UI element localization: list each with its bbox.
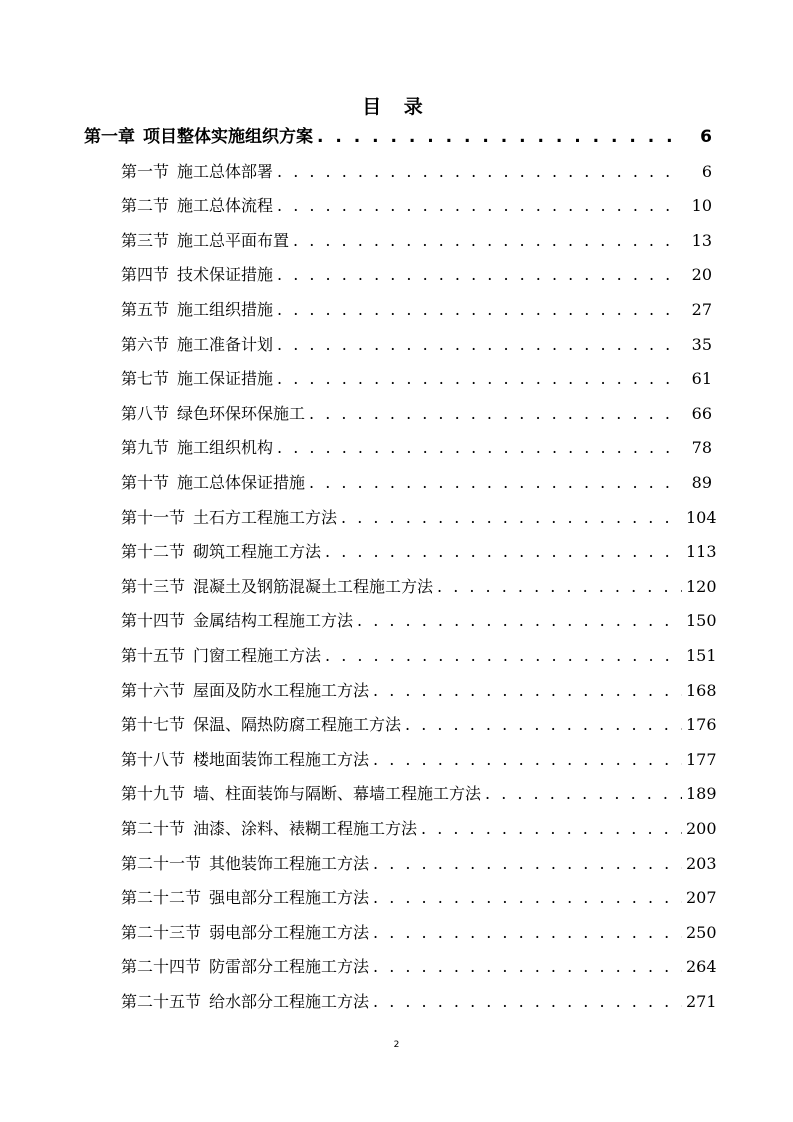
section-number: 第三节 bbox=[121, 231, 170, 250]
section-name: 土石方工程施工方法 bbox=[193, 508, 338, 527]
dot-leader bbox=[373, 674, 682, 708]
section-name: 施工总体保证措施 bbox=[177, 473, 306, 492]
section-number: 第六节 bbox=[121, 335, 170, 354]
section-page: 6 bbox=[701, 162, 712, 181]
toc-section-entry[interactable] bbox=[121, 674, 717, 708]
section-number: 第七节 bbox=[121, 369, 170, 388]
section-page: 66 bbox=[691, 404, 712, 423]
dot-leader bbox=[373, 916, 682, 950]
section-page: 89 bbox=[691, 473, 712, 492]
page-footer-number: 2 bbox=[393, 1040, 400, 1050]
toc-section-entry[interactable] bbox=[121, 916, 717, 950]
chapter-number: 第一章 bbox=[84, 127, 135, 147]
section-page: 250 bbox=[686, 923, 717, 942]
dot-leader bbox=[373, 847, 682, 881]
section-number: 第十节 bbox=[121, 473, 170, 492]
section-number: 第八节 bbox=[121, 404, 170, 423]
toc-section-entry[interactable] bbox=[121, 812, 717, 846]
toc-section-entry[interactable] bbox=[121, 224, 712, 258]
section-name: 砌筑工程施工方法 bbox=[193, 542, 322, 561]
section-name: 屋面及防水工程施工方法 bbox=[193, 681, 370, 700]
section-number: 第五节 bbox=[121, 300, 170, 319]
toc-section-entry[interactable] bbox=[121, 293, 712, 327]
toc-section-entry[interactable] bbox=[121, 985, 717, 1019]
toc-section-entry[interactable] bbox=[121, 708, 717, 742]
toc-section-entry[interactable] bbox=[121, 501, 717, 535]
dot-leader bbox=[309, 466, 682, 500]
section-name: 施工保证措施 bbox=[177, 369, 274, 388]
section-name: 弱电部分工程施工方法 bbox=[209, 923, 370, 942]
section-page: 200 bbox=[686, 819, 717, 838]
page-title: 目 录 bbox=[362, 96, 431, 118]
section-page: 13 bbox=[691, 231, 712, 250]
section-page: 113 bbox=[686, 542, 717, 561]
dot-leader bbox=[357, 604, 682, 638]
dot-leader bbox=[421, 812, 682, 846]
dot-leader bbox=[277, 362, 682, 396]
toc-section-entry[interactable] bbox=[121, 570, 717, 604]
section-name: 油漆、涂料、裱糊工程施工方法 bbox=[193, 819, 418, 838]
toc-section-entry[interactable] bbox=[121, 328, 712, 362]
chapter-name: 项目整体实施组织方案 bbox=[143, 127, 313, 147]
dot-leader bbox=[277, 189, 682, 223]
toc-section-entry[interactable] bbox=[121, 431, 712, 465]
toc-section-entry[interactable] bbox=[121, 397, 712, 431]
dot-leader bbox=[373, 950, 682, 984]
section-page: 177 bbox=[686, 750, 717, 769]
section-page: 20 bbox=[691, 265, 712, 284]
section-page: 104 bbox=[686, 508, 717, 527]
section-page: 78 bbox=[691, 438, 712, 457]
toc-section-entry[interactable] bbox=[121, 777, 717, 811]
section-name: 强电部分工程施工方法 bbox=[209, 888, 370, 907]
toc-section-entry[interactable] bbox=[121, 847, 717, 881]
section-name: 防雷部分工程施工方法 bbox=[209, 957, 370, 976]
section-number: 第二十二节 bbox=[121, 888, 202, 907]
toc-section-entry[interactable] bbox=[121, 155, 712, 189]
section-name: 绿色环保环保施工 bbox=[177, 404, 306, 423]
section-page: 150 bbox=[686, 611, 717, 630]
section-number: 第二十五节 bbox=[121, 992, 202, 1011]
section-name: 给水部分工程施工方法 bbox=[209, 992, 370, 1011]
toc-section-entry[interactable] bbox=[121, 189, 712, 223]
section-number: 第十一节 bbox=[121, 508, 186, 527]
section-page: 176 bbox=[686, 715, 717, 734]
section-number: 第十八节 bbox=[121, 750, 186, 769]
section-number: 第九节 bbox=[121, 438, 170, 457]
section-page: 271 bbox=[686, 992, 717, 1011]
section-name: 施工总体流程 bbox=[177, 196, 274, 215]
dot-leader bbox=[309, 397, 682, 431]
section-page: 264 bbox=[686, 957, 717, 976]
section-number: 第二十三节 bbox=[121, 923, 202, 942]
section-page: 10 bbox=[691, 196, 712, 215]
dot-leader bbox=[325, 639, 682, 673]
section-page: 27 bbox=[691, 300, 712, 319]
section-number: 第十七节 bbox=[121, 715, 186, 734]
section-number: 第二十四节 bbox=[121, 957, 202, 976]
dot-leader bbox=[277, 431, 682, 465]
dot-leader bbox=[277, 155, 682, 189]
dot-leader bbox=[373, 743, 682, 777]
toc-section-entry[interactable] bbox=[121, 535, 717, 569]
section-name: 墙、柱面装饰与隔断、幕墙工程施工方法 bbox=[193, 784, 482, 803]
toc-section-entry[interactable] bbox=[121, 950, 717, 984]
section-number: 第四节 bbox=[121, 265, 170, 284]
section-number: 第二十节 bbox=[121, 819, 186, 838]
dot-leader bbox=[317, 120, 682, 154]
toc-section-entry[interactable] bbox=[121, 362, 712, 396]
section-name: 施工组织措施 bbox=[177, 300, 274, 319]
toc-section-entry[interactable] bbox=[121, 881, 717, 915]
dot-leader bbox=[485, 777, 682, 811]
section-number: 第十三节 bbox=[121, 577, 186, 596]
section-name: 施工组织机构 bbox=[177, 438, 274, 457]
toc-section-entry[interactable] bbox=[121, 639, 717, 673]
section-page: 189 bbox=[686, 784, 717, 803]
section-name: 施工总平面布置 bbox=[177, 231, 290, 250]
dot-leader bbox=[293, 224, 682, 258]
section-number: 第十二节 bbox=[121, 542, 186, 561]
section-name: 技术保证措施 bbox=[177, 265, 274, 284]
section-number: 第十九节 bbox=[121, 784, 186, 803]
dot-leader bbox=[405, 708, 682, 742]
dot-leader bbox=[437, 570, 682, 604]
section-number: 第十四节 bbox=[121, 611, 186, 630]
dot-leader bbox=[341, 501, 682, 535]
toc-chapter-entry[interactable] bbox=[84, 120, 712, 154]
dot-leader bbox=[373, 881, 682, 915]
section-number: 第十六节 bbox=[121, 681, 186, 700]
section-page: 120 bbox=[686, 577, 717, 596]
section-name: 混凝土及钢筋混凝土工程施工方法 bbox=[193, 577, 434, 596]
section-page: 203 bbox=[686, 854, 717, 873]
section-name: 门窗工程施工方法 bbox=[193, 646, 322, 665]
section-name: 楼地面装饰工程施工方法 bbox=[193, 750, 370, 769]
section-number: 第十五节 bbox=[121, 646, 186, 665]
section-number: 第二节 bbox=[121, 196, 170, 215]
section-name: 施工总体部署 bbox=[177, 162, 274, 181]
toc-section-entry[interactable] bbox=[121, 743, 717, 777]
chapter-page: 6 bbox=[700, 127, 712, 147]
section-number: 第一节 bbox=[121, 162, 170, 181]
section-name: 施工准备计划 bbox=[177, 335, 274, 354]
dot-leader bbox=[373, 985, 682, 1019]
dot-leader bbox=[277, 258, 682, 292]
section-number: 第二十一节 bbox=[121, 854, 202, 873]
section-page: 35 bbox=[691, 335, 712, 354]
toc-section-entry[interactable] bbox=[121, 604, 717, 638]
section-page: 207 bbox=[686, 888, 717, 907]
dot-leader bbox=[277, 293, 682, 327]
section-name: 金属结构工程施工方法 bbox=[193, 611, 354, 630]
section-name: 保温、隔热防腐工程施工方法 bbox=[193, 715, 402, 734]
section-page: 168 bbox=[686, 681, 717, 700]
toc-section-entry[interactable] bbox=[121, 466, 712, 500]
section-name: 其他装饰工程施工方法 bbox=[209, 854, 370, 873]
section-page: 151 bbox=[686, 646, 717, 665]
toc-section-entry[interactable] bbox=[121, 258, 712, 292]
section-page: 61 bbox=[691, 369, 712, 388]
dot-leader bbox=[325, 535, 682, 569]
dot-leader bbox=[277, 328, 682, 362]
